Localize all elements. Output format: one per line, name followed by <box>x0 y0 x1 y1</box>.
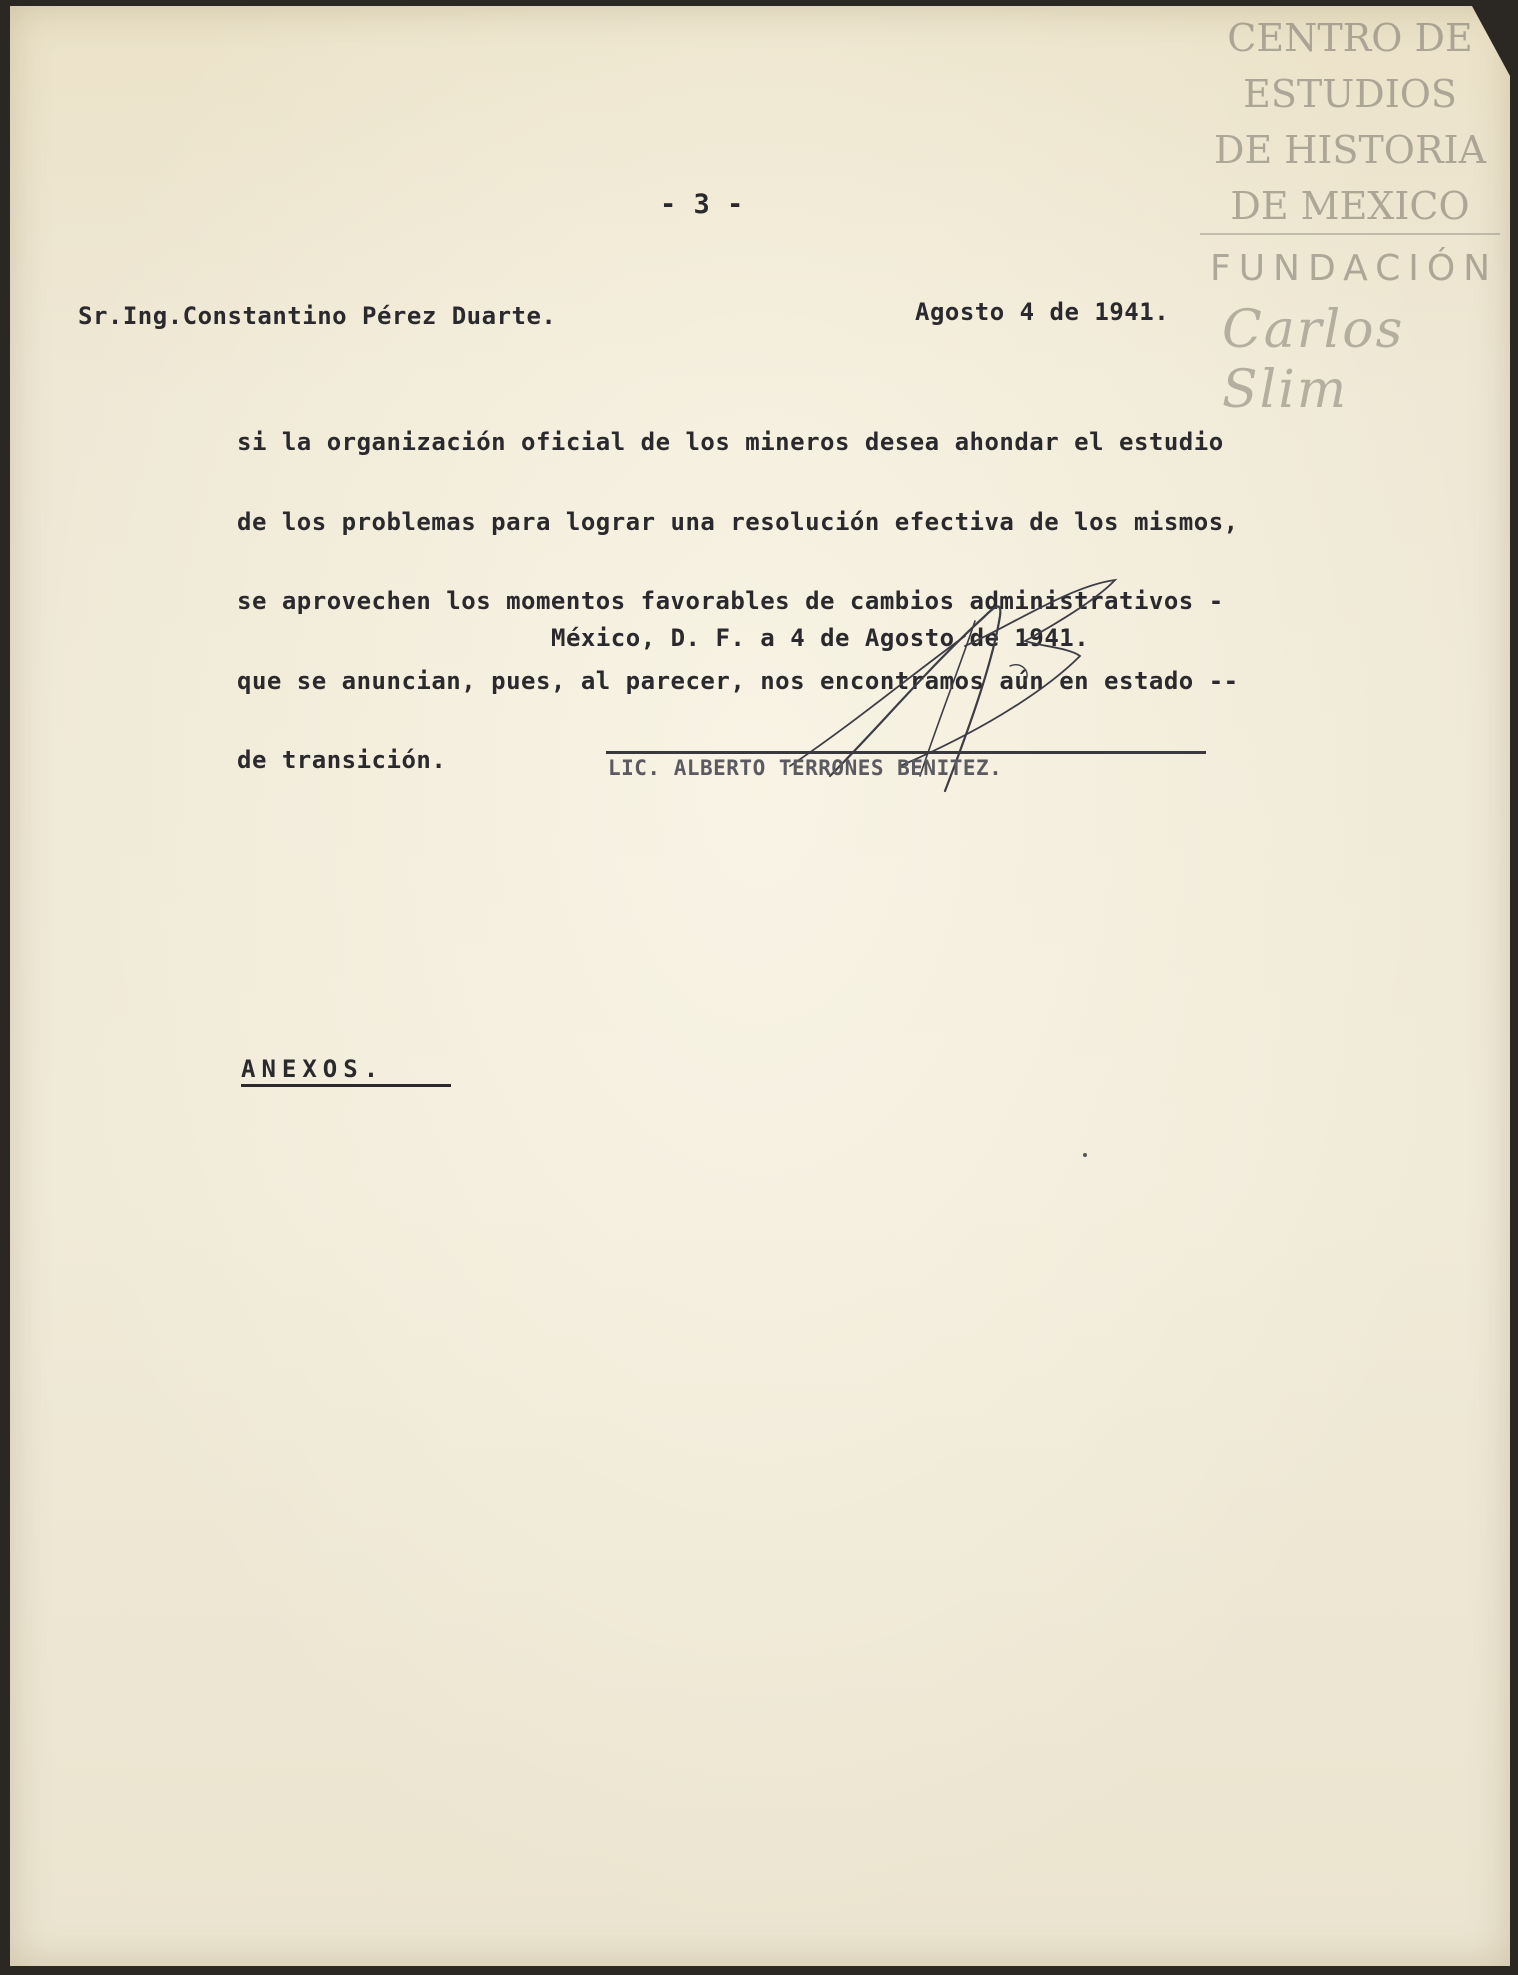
place-date-line: México, D. F. a 4 de Agosto de 1941. <box>551 624 1090 652</box>
watermark-foundation: FUNDACIÓN <box>1210 248 1499 289</box>
watermark-line: CENTRO DE <box>1227 16 1473 60</box>
archive-watermark <box>1200 10 1500 234</box>
header-date: Agosto 4 de 1941. <box>915 298 1170 326</box>
watermark-name: Carlos Slim <box>1222 300 1405 420</box>
signature-rule <box>606 751 1206 754</box>
ink-speck <box>1083 1153 1087 1157</box>
body-line: que se anuncian, pues, al parecer, nos encontramos aún en estado -- <box>237 666 1239 695</box>
page-number: - 3 - <box>660 189 744 220</box>
annexes-underline <box>241 1084 451 1087</box>
body-line: si la organización oficial de los mineros desea ahondar el estudio <box>237 428 1224 456</box>
signatory-name: LIC. ALBERTO TERRONES BENITEZ. <box>608 756 1003 780</box>
watermark-line: ESTUDIOS <box>1243 72 1457 116</box>
recipient-line: Sr.Ing.Constantino Pérez Duarte. <box>78 302 557 330</box>
watermark-rule <box>1200 233 1500 235</box>
watermark-line: DE HISTORIA <box>1213 128 1487 172</box>
annexes-heading: ANEXOS. <box>241 1055 385 1083</box>
body-line: se aprovechen los momentos favorables de cambios administrativos - <box>237 587 1224 615</box>
body-line: de los problemas para lograr una resolución efectiva de los mismos, <box>237 507 1239 536</box>
watermark-line: DE MEXICO <box>1230 184 1470 228</box>
body-line: de transición. <box>237 746 447 774</box>
